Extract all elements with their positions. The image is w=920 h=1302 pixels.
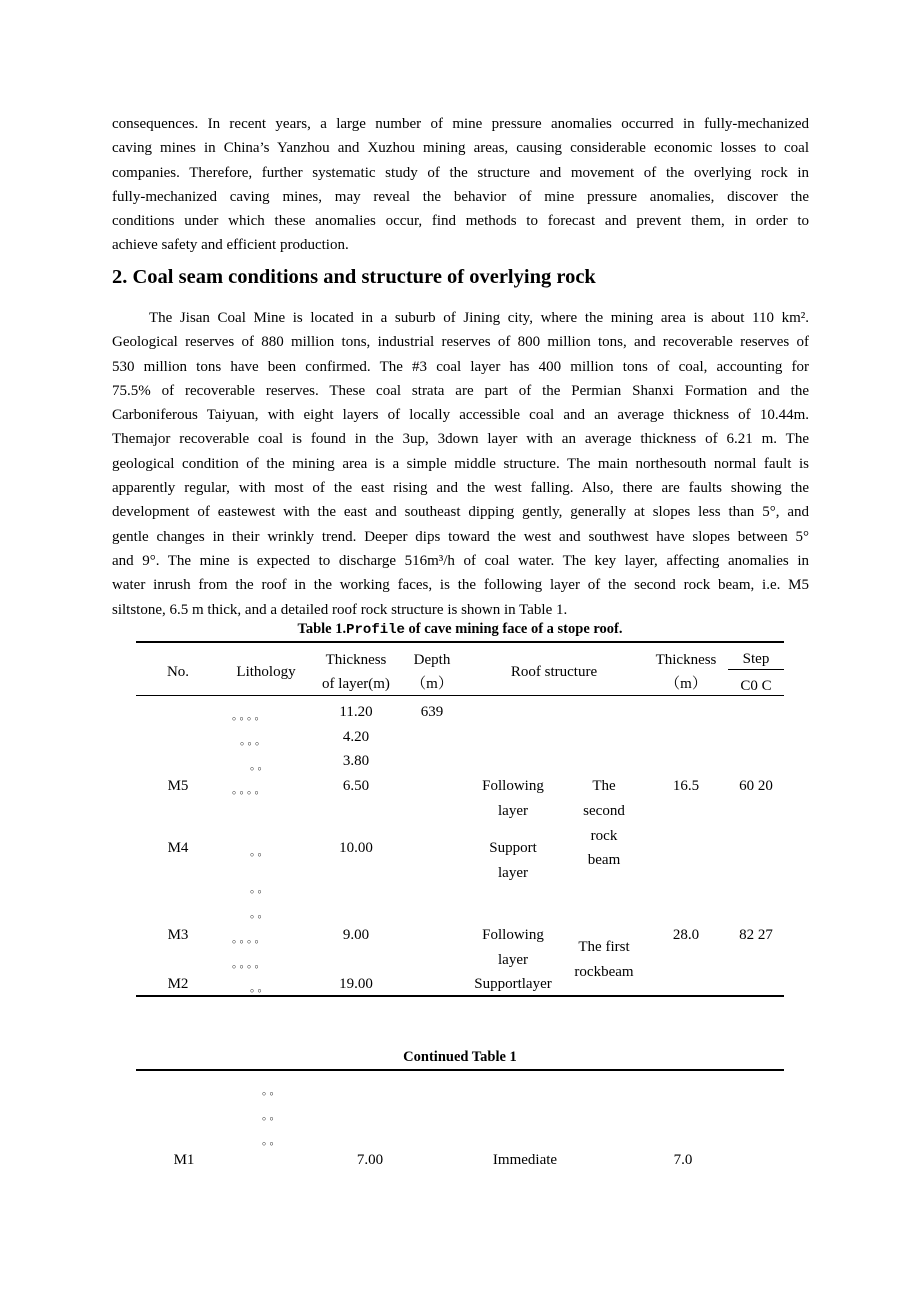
depth-cell: 639	[420, 704, 444, 720]
text-line: Geological reserves of 880 million tons, industrial reserves of 800 million tons, and recoverable reserves of	[112, 334, 809, 351]
table-caption	[136, 621, 784, 638]
text-line: achieve safety and efficient production.	[112, 237, 349, 254]
table-top-rule	[136, 641, 784, 643]
layer-thickness-cell: 11.20	[339, 704, 373, 720]
continued-table-top-rule	[136, 1069, 784, 1071]
text-line: The Jisan Coal Mine is located in a suburb of Jining city, where the mining area is about 110 km².	[149, 310, 809, 326]
rock-beam-label: rockbeam	[574, 964, 634, 980]
roof-layer-support: layer	[498, 865, 528, 881]
rock-beam-label: The	[592, 778, 616, 794]
text-line: geological condition of the mining area is a simple middle structure. The main northesouth normal fault is	[112, 455, 809, 472]
text-line: companies. Therefore, further systematic study of the structure and movement of the overlying rock in	[112, 164, 809, 181]
text-line: Carboniferous Taiyuan, with eight layers of locally accessible coal and an average thickness of 10.44m.	[112, 407, 809, 424]
row-no-m2: M2	[167, 976, 189, 992]
body-paragraph	[112, 306, 809, 622]
lithology-symbol: 。。	[262, 1110, 283, 1122]
header-thickness-2: （m）	[665, 676, 707, 692]
rock-beam-label: second	[583, 803, 625, 819]
header-layer-thickness-2: of layer(m)	[322, 676, 390, 692]
table-bottom-rule	[136, 995, 784, 997]
layer-thickness-cell: 19.00	[339, 976, 373, 992]
text-line: and 9°. The mine is expected to discharge 516m³/h of coal water. The key layer, affecting anomalies in	[112, 552, 809, 569]
row-no-m1: M1	[173, 1152, 195, 1168]
roof-layer-support: Support	[489, 840, 537, 856]
beam-step-cell: 82 27	[739, 927, 773, 943]
layer-thickness-cell: 3.80	[342, 753, 370, 769]
header-layer-thickness-1: Thickness	[325, 652, 387, 668]
lithology-symbol: 。。。。	[232, 784, 268, 796]
rock-beam-label: The first	[578, 939, 630, 955]
lithology-symbol: 。。	[262, 1085, 283, 1097]
beam-step-cell: 60 20	[739, 778, 773, 794]
lithology-symbol: 。。。。	[232, 710, 268, 722]
roof-layer-following: layer	[498, 803, 528, 819]
roof-layer-following: layer	[498, 952, 528, 968]
lithology-symbol: 。。	[250, 883, 271, 895]
header-depth-1: Depth	[413, 652, 451, 668]
header-thickness-1: Thickness	[655, 652, 717, 668]
text-line: 75.5% of recoverable reserves. These coal strata are part of the Permian Shanxi Formation and the	[112, 382, 809, 399]
text-line: fully-mechanized caving mines, may reveal the behavior of mine pressure anomalies, discover the	[112, 188, 809, 205]
lithology-symbol: 。。	[250, 908, 271, 920]
text-line: consequences. In recent years, a large number of mine pressure anomalies occurred in fully-mechanized	[112, 116, 809, 132]
layer-thickness-cell: 6.50	[342, 778, 370, 794]
layer-thickness-cell: 10.00	[339, 840, 373, 856]
intro-paragraph	[112, 112, 809, 258]
rock-beam-label: beam	[587, 852, 621, 868]
text-line: apparently regular, with most of the east rising and the west falling. Also, there are faults showing the	[112, 480, 809, 497]
header-no: No.	[166, 664, 190, 680]
caption-prefix: Table 1.	[297, 621, 347, 637]
lithology-symbol: 。。	[262, 1135, 283, 1147]
caption-mono-word: Profile	[346, 622, 405, 638]
continued-table-caption: Continued Table 1	[403, 1049, 517, 1065]
roof-layer-immediate: Immediate	[492, 1152, 558, 1168]
text-line: development of eastewest with the east and southeast dipping gently, generally at slopes less than 5°, and	[112, 504, 809, 521]
lithology-symbol: 。。。。	[232, 933, 268, 945]
layer-thickness-cell: 7.00	[356, 1152, 384, 1168]
text-line: caving mines in China’s Yanzhou and Xuzhou mining areas, causing considerable economic losses to coal	[112, 140, 809, 157]
roof-layer-support: Supportlayer	[474, 976, 552, 992]
text-line: Themajor recoverable coal is found in the 3up, 3down layer with an average thickness of 6.21 m. The	[112, 431, 809, 448]
text-line: gentle changes in their wrinkly trend. Deeper dips toward the west and southwest have slopes between 5°	[112, 528, 809, 545]
rock-beam-label: rock	[590, 828, 618, 844]
layer-thickness-cell: 9.00	[342, 927, 370, 943]
row-no-m5: M5	[167, 778, 189, 794]
lithology-symbol: 。。。	[240, 735, 268, 747]
text-line: 530 million tons have been confirmed. The #3 coal layer has 400 million tons of coal, accounting for	[112, 358, 809, 375]
header-step: Step	[742, 651, 770, 667]
roof-layer-following: Following	[482, 927, 544, 943]
header-roof-structure: Roof structure	[510, 664, 598, 680]
layer-thickness-cell: 4.20	[342, 729, 370, 745]
lithology-symbol: 。。	[250, 760, 271, 772]
header-lithology: Lithology	[236, 664, 296, 680]
lithology-symbol: 。。	[250, 982, 271, 994]
text-line: siltstone, 6.5 m thick, and a detailed roof rock structure is shown in Table 1.	[112, 601, 568, 618]
beam-thickness-cell: 7.0	[673, 1152, 693, 1168]
row-no-m3: M3	[167, 927, 189, 943]
roof-layer-following: Following	[482, 778, 544, 794]
beam-thickness-cell: 16.5	[672, 778, 700, 794]
beam-thickness-cell: 28.0	[672, 927, 700, 943]
row-no-m4: M4	[167, 840, 189, 856]
header-depth-2: （m）	[411, 676, 453, 692]
lithology-symbol: 。。。。	[232, 958, 268, 970]
section-heading: 2. Coal seam conditions and structure of overlying rock	[112, 266, 596, 288]
text-line: conditions under which these anomalies occur, find methods to forecast and prevent them, in order to	[112, 213, 809, 230]
lithology-symbol: 。。	[250, 846, 271, 858]
header-step-sub: C0 C	[740, 678, 772, 694]
text-line: water inrush from the roof in the working faces, is the following layer of the second rock beam, i.e. M5	[112, 577, 809, 594]
caption-suffix: of cave mining face of a stope roof.	[404, 621, 623, 637]
